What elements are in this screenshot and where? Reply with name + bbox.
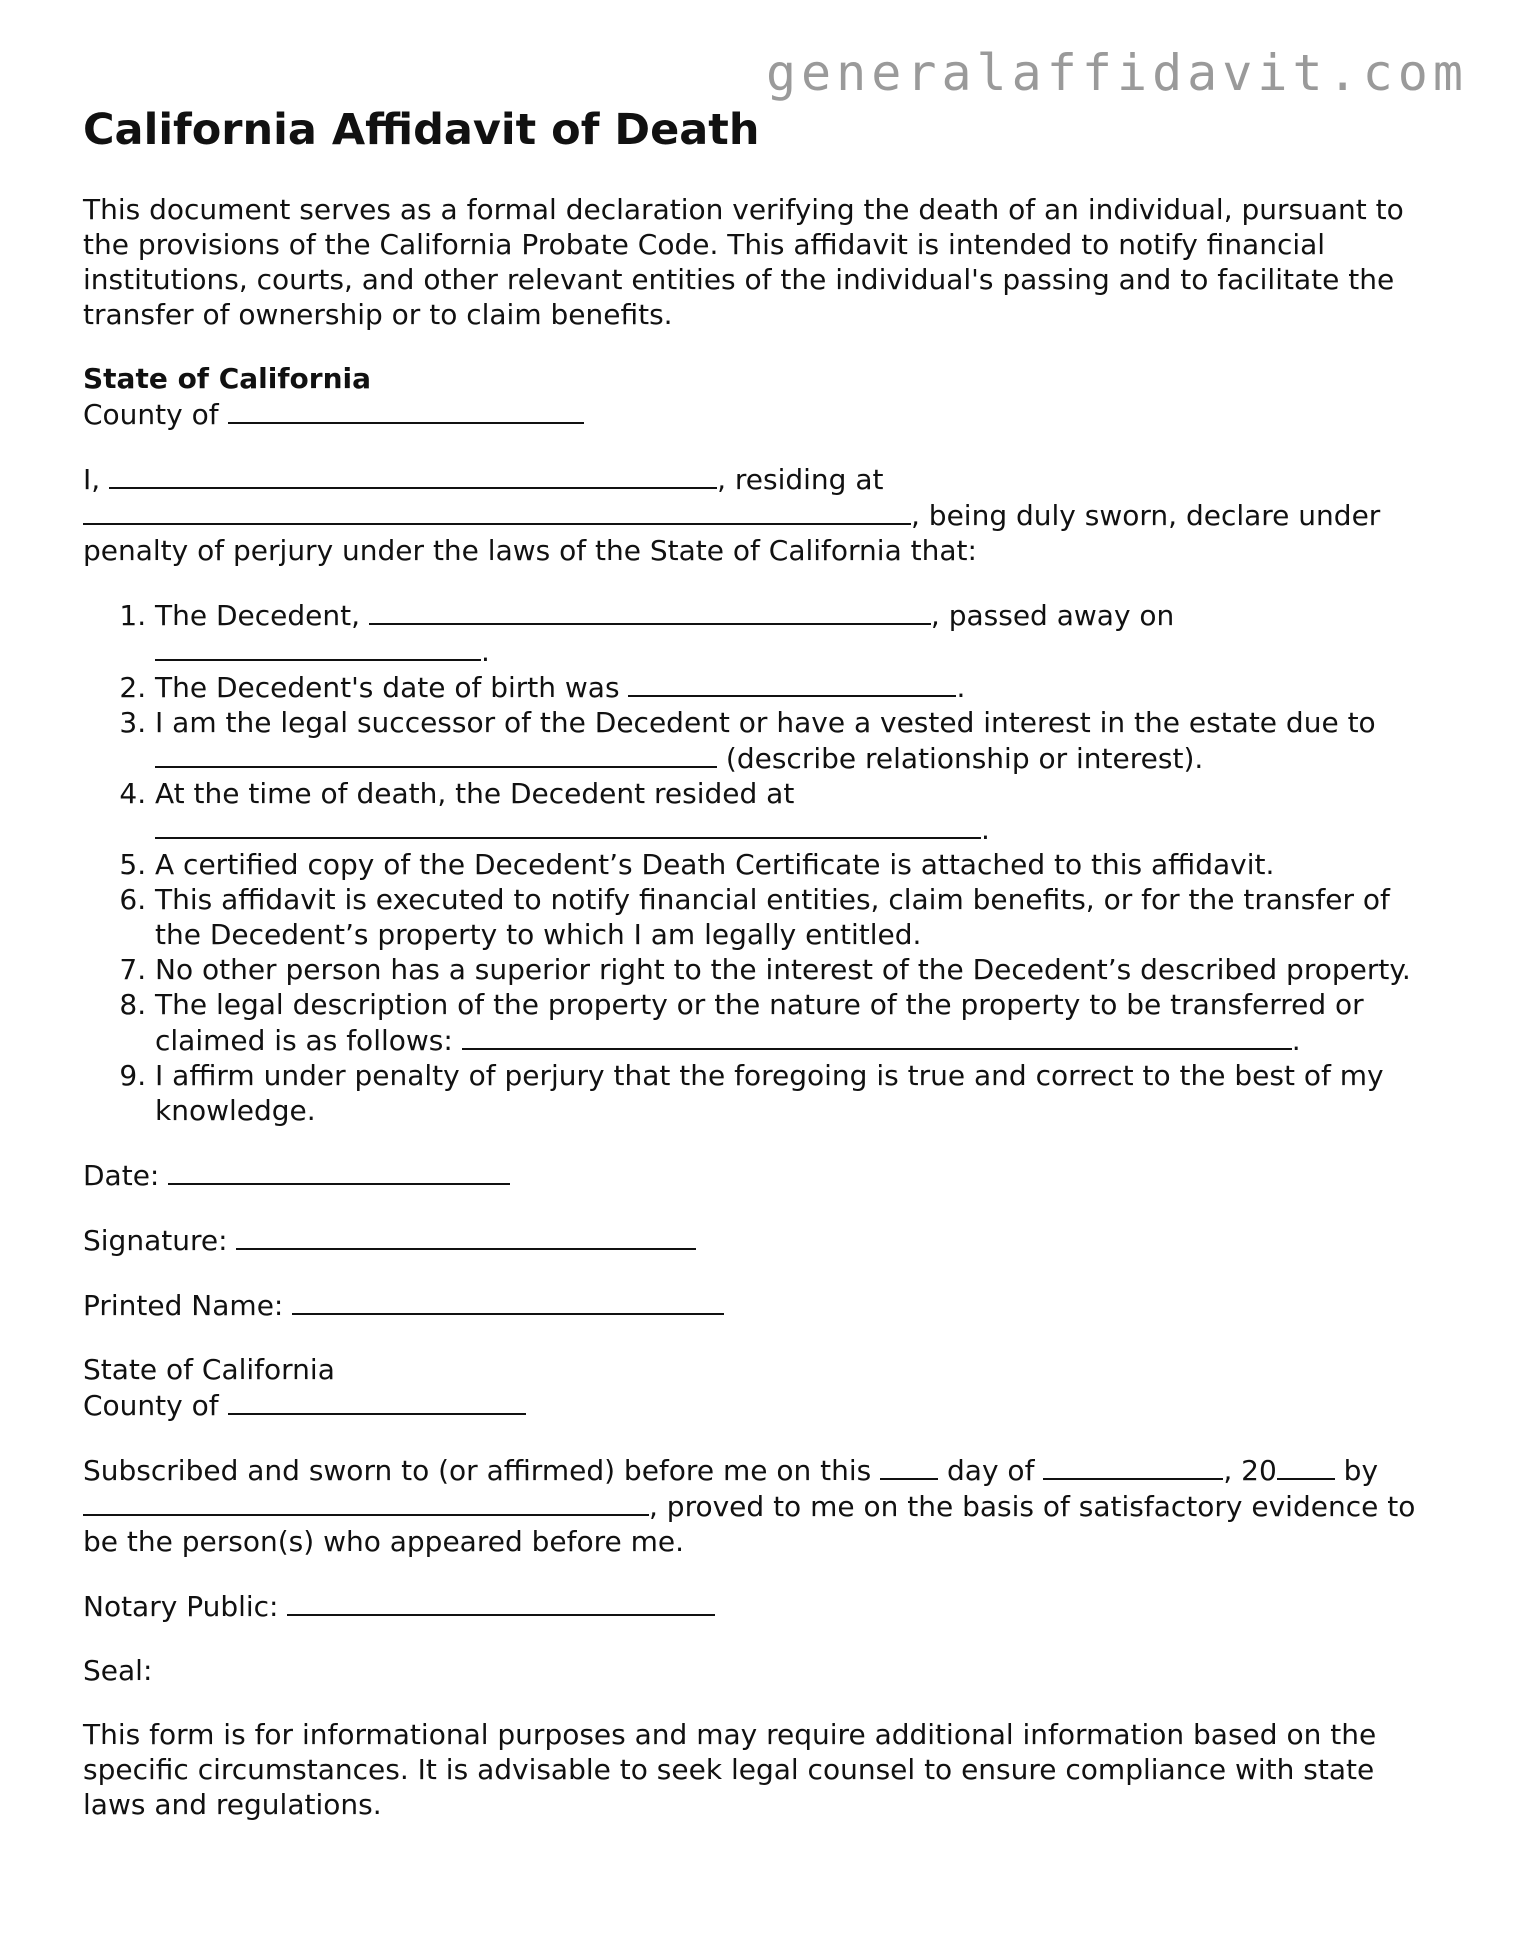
- printed-name-line: [83, 1287, 1443, 1323]
- jurat-text: , proved to me on the basis of satisfactory evidence to be the person(s) who appeared before me.: [83, 1490, 1416, 1558]
- list-item: [155, 1058, 1443, 1128]
- relationship-blank[interactable]: [155, 740, 717, 768]
- item-text: .: [481, 635, 490, 668]
- jurat-year-blank[interactable]: [1277, 1452, 1335, 1480]
- item-text: At the time of death, the Decedent resided at: [155, 777, 795, 810]
- date-of-birth-blank[interactable]: [628, 669, 956, 697]
- list-item: [155, 882, 1443, 952]
- declarant-name-blank[interactable]: [109, 461, 717, 489]
- item-text: This affidavit is executed to notify financial entities, claim benefits, or for the transfer of the Decedent’s property to which I am legally entitled.: [155, 883, 1390, 951]
- venue-county-label: County of: [83, 398, 219, 431]
- list-item: [155, 987, 1443, 1058]
- item-text: (describe relationship or interest).: [725, 742, 1204, 775]
- declaration-list: [83, 597, 1443, 1128]
- date-blank[interactable]: [168, 1157, 510, 1185]
- seal-line: [83, 1653, 1443, 1688]
- item-text: The Decedent's date of birth was: [155, 671, 620, 704]
- jurat-paragraph: [83, 1452, 1443, 1559]
- item-text: .: [1291, 1024, 1301, 1057]
- decedent-residence-blank[interactable]: [155, 811, 981, 839]
- jurat-text: day of: [947, 1454, 1035, 1487]
- seal-label: Seal:: [83, 1654, 153, 1687]
- venue-state: State of California: [83, 362, 372, 395]
- date-line: [83, 1157, 1443, 1193]
- signature-line: [83, 1222, 1443, 1258]
- item-text: I affirm under penalty of perjury that the foregoing is true and correct to the best of my knowledge.: [155, 1059, 1384, 1127]
- jurat-month-blank[interactable]: [1043, 1452, 1223, 1480]
- item-text: No other person has a superior right to the interest of the Decedent’s described property.: [155, 953, 1411, 986]
- watermark: generalaffidavit.com: [765, 44, 1468, 102]
- signature-blank[interactable]: [236, 1222, 696, 1250]
- notary-state: State of California: [83, 1353, 335, 1386]
- page-title: California Affidavit of Death: [83, 105, 760, 155]
- list-item: [155, 669, 1443, 705]
- printed-name-blank[interactable]: [292, 1287, 724, 1315]
- declarant-prefix: I,: [83, 463, 101, 496]
- declarant-address-blank[interactable]: [83, 497, 911, 525]
- declarant-sworn: , being duly sworn, declare under penalty of perjury under the laws of the State of California that:: [83, 499, 1381, 567]
- notary-venue-block: [83, 1352, 1443, 1423]
- disclaimer-paragraph: This form is for informational purposes and may require additional information based on the specific circumstances. It is advisable to seek legal counsel to ensure compliance with state laws and regulations.: [83, 1718, 1377, 1821]
- list-item: [155, 952, 1443, 987]
- jurat-text: Subscribed and sworn to (or affirmed) before me on this: [83, 1454, 872, 1487]
- notary-blank[interactable]: [287, 1588, 715, 1616]
- notary-county-label: County of: [83, 1389, 219, 1422]
- intro-paragraph: This document serves as a formal declaration verifying the death of an individual, pursuant to the provisions of the California Probate Code. This affidavit is intended to notify financial institutions, courts, and other relevant entities of the individual's passing and to facilitate the transfer of ownership or to claim benefits.: [83, 193, 1404, 331]
- item-text: .: [956, 671, 966, 704]
- jurat-text: by: [1343, 1454, 1379, 1487]
- list-item: [155, 847, 1443, 882]
- county-blank[interactable]: [228, 396, 584, 424]
- venue-block: [83, 361, 1443, 432]
- list-item: [155, 597, 1443, 669]
- list-item: [155, 705, 1443, 776]
- item-text: The legal description of the property or the nature of the property to be transferred or claimed is as follows:: [155, 988, 1364, 1057]
- declarant-paragraph: [83, 461, 1443, 568]
- date-of-death-blank[interactable]: [155, 633, 481, 661]
- jurat-affiant-blank[interactable]: [83, 1488, 649, 1516]
- jurat-text: , 20: [1223, 1454, 1277, 1487]
- printed-name-label: Printed Name:: [83, 1289, 284, 1322]
- jurat-day-blank[interactable]: [880, 1452, 938, 1480]
- declarant-residing: , residing at: [717, 463, 884, 496]
- item-text: , passed away on: [930, 599, 1175, 632]
- item-text: .: [981, 813, 990, 846]
- date-label: Date:: [83, 1159, 160, 1192]
- list-item: [155, 776, 1443, 847]
- item-text: I am the legal successor of the Decedent or have a vested interest in the estate due to: [155, 706, 1376, 739]
- document-body: [83, 104, 1443, 1851]
- notary-line: [83, 1588, 1443, 1624]
- notary-county-blank[interactable]: [228, 1387, 526, 1415]
- property-description-blank[interactable]: [462, 1022, 1292, 1050]
- decedent-name-blank[interactable]: [369, 597, 931, 625]
- item-text: The Decedent,: [155, 599, 361, 632]
- signature-label: Signature:: [83, 1224, 228, 1257]
- item-text: A certified copy of the Decedent’s Death Certificate is attached to this affidavit.: [155, 848, 1275, 881]
- notary-label: Notary Public:: [83, 1590, 279, 1623]
